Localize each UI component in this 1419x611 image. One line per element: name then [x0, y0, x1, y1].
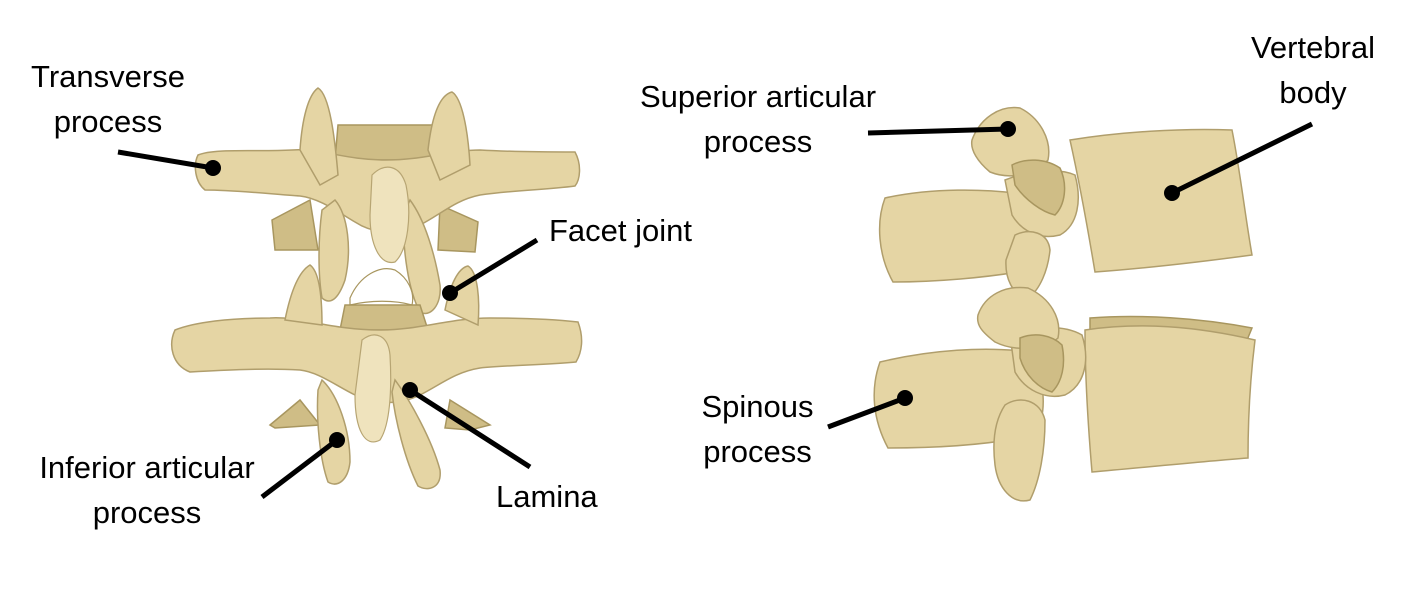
pointer-superior-articular-process — [1000, 121, 1016, 137]
label-spinous-process — [695, 384, 820, 474]
label-lamina — [496, 474, 598, 519]
label-superior-articular-process-line1: Superior articular — [639, 79, 877, 114]
lower-body-back — [340, 305, 428, 330]
upper-wing-left — [272, 200, 318, 250]
posterior-view — [172, 88, 582, 489]
label-inferior-articular-process-line1: Inferior articular — [39, 450, 255, 485]
upper-vertebra-lateral — [880, 108, 1252, 298]
upper-vertebral-body — [1070, 129, 1252, 272]
lower-left-inf-process — [317, 380, 350, 484]
label-inferior-articular-process-line2: process — [92, 495, 202, 530]
lower-inferior-articular-lateral — [994, 400, 1045, 501]
pointer-lamina — [402, 382, 418, 398]
upper-spinous-posterior — [370, 167, 409, 262]
pointer-inferior-articular-process — [329, 432, 345, 448]
label-spinous-process-line1: Spinous — [701, 389, 814, 424]
label-transverse-process-line2: process — [53, 104, 163, 139]
lower-vertebra-lateral — [874, 287, 1255, 500]
label-superior-articular-process-line2: process — [703, 124, 813, 159]
pointer-facet-joint — [442, 285, 458, 301]
label-inferior-articular-process — [22, 445, 272, 535]
pointer-spinous-process — [897, 390, 913, 406]
label-vertebral-body — [1238, 25, 1388, 115]
label-facet-joint-line1: Facet joint — [549, 213, 693, 248]
label-superior-articular-process — [623, 74, 893, 164]
label-spinous-process-line2: process — [703, 434, 812, 469]
lower-left-sup-process — [285, 265, 322, 325]
lateral-view — [874, 108, 1255, 501]
upper-left-inf-process — [319, 200, 348, 301]
label-transverse-process-line1: Transverse — [31, 59, 185, 94]
pointer-transverse-process — [205, 160, 221, 176]
label-transverse-process — [27, 54, 189, 144]
interlaminar-gap — [350, 269, 413, 305]
label-lamina-line1: Lamina — [496, 479, 598, 514]
label-facet-joint — [549, 208, 692, 253]
lower-vertebral-body — [1085, 326, 1255, 472]
upper-right-sup-process — [428, 92, 470, 180]
pointer-vertebral-body — [1164, 185, 1180, 201]
lower-spinous-posterior — [355, 335, 391, 442]
label-vertebral-body-line1: Vertebral — [1250, 30, 1376, 65]
label-vertebral-body-line2: body — [1279, 75, 1347, 110]
upper-wing-right — [438, 205, 478, 252]
lower-wing-left — [270, 400, 320, 428]
